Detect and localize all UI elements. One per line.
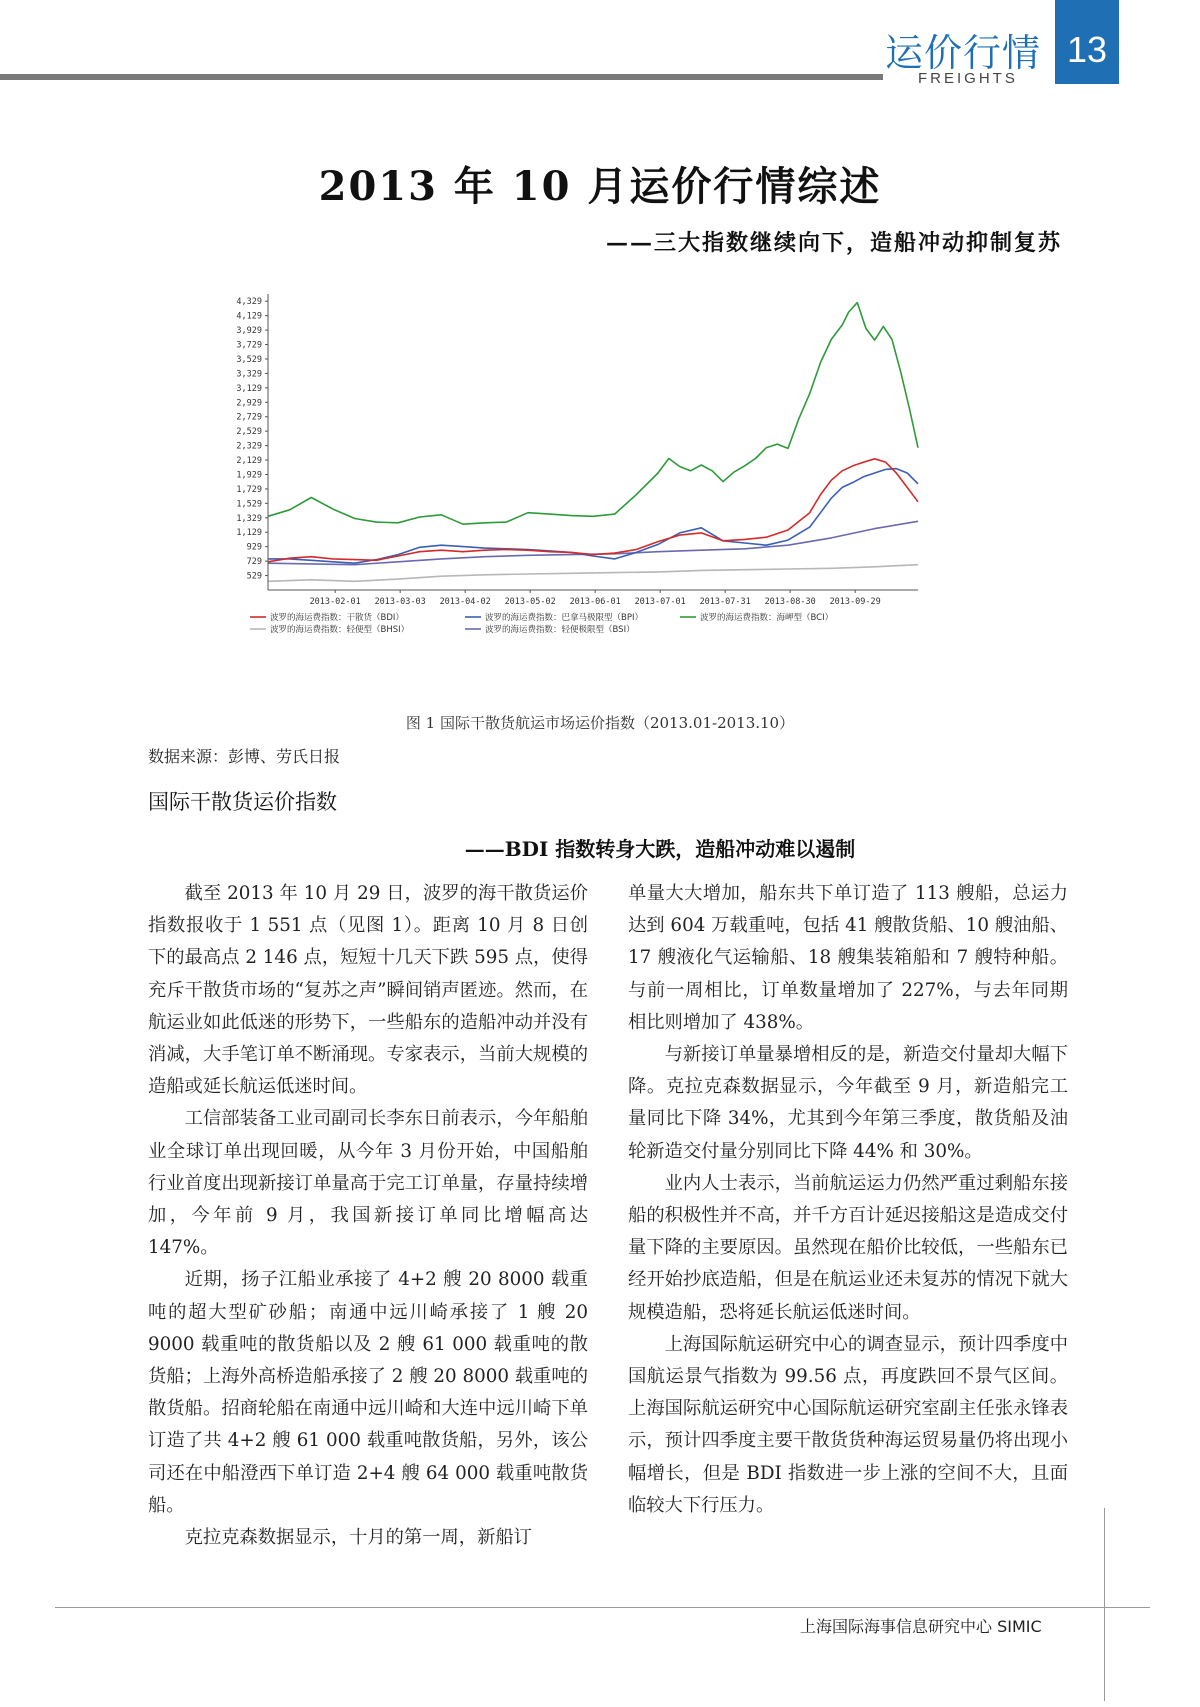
y-tick-label: 2,329 [236,441,262,452]
paragraph: 与新接订单量暴增相反的是，新造交付量却大幅下降。克拉克森数据显示，今年截至 9 月，新造船完工量同比下降 34%，尤其到今年第三季度，散货船及油轮新造交付量分别同比下降 44% 和 30%。 [628,1044,1068,1162]
x-tick-label: 2013-03-03 [374,597,426,607]
y-tick-label: 2,129 [236,456,262,467]
y-tick-label: 529 [246,571,262,582]
y-tick-label: 2,729 [236,412,262,423]
paragraph: 业内人士表示，当前航运运力仍然严重过剩船东接船的积极性并不高，并千方百计延迟接船这是造成交付量下降的主要原因。虽然现在船价比较低，一些船东已经开始抄底造船，但是在航运业还未复苏的情况下就大规模造船，恐将延长航运低迷时间。 [628,1172,1068,1323]
x-tick-label: 2013-07-01 [634,597,686,607]
y-tick-label: 929 [246,542,262,553]
section-title: 运价行情 [885,31,1042,75]
y-tick-label: 4,129 [236,311,262,322]
chart-legend [250,612,833,635]
freight-index-chart [210,286,990,698]
y-tick-label: 1,129 [236,528,262,539]
y-tick-label: 1,929 [236,470,262,481]
y-tick-label: 729 [246,557,262,568]
x-tick-label: 2013-07-31 [699,597,751,607]
footer-rule [55,1607,1150,1608]
y-tick-label: 3,529 [236,354,262,365]
legend-label: 波罗的海运费指数：干散货（BDI） [270,613,404,623]
body-column-left [148,878,588,1554]
page-number: 13 [1055,0,1119,84]
x-tick-label: 2013-06-01 [569,597,621,607]
y-tick-label: 3,129 [236,383,262,394]
paragraph: 单量大大增加，船东共下单订造了 113 艘船，总运力达到 604 万载重吨，包括 41 艘散货船、10 艘油船、17 艘液化气运输船、18 艘集装箱船和 7 艘特种船。与前一周相比，订单数量增加了 227%，与去年同期相比则增加了 438%。 [628,883,1068,1033]
section-subtitle: FREIGHTS [918,70,1018,87]
figure-caption: 图 1 国际干散货航运市场运价指数（2013.01-2013.10） [405,714,795,732]
paragraph: 工信部装备工业司副司长李东日前表示，今年船舶业全球订单出现回暖，从今年 3 月份开始，中国船舶行业首度出现新接订单量高于完工订单量，存量持续增加，今年前 9 月，我国新接订单同比增幅高达 147%。 [148,1108,588,1259]
article-subtitle: ——三大指数继续向下，造船冲动抑制复苏 [605,230,1062,256]
y-tick-label: 3,929 [236,326,262,337]
legend-label: 波罗的海运费指数：巴拿马极限型（BPI） [485,613,643,623]
y-tick-label: 3,729 [236,340,262,351]
body-column-right [628,878,1068,1522]
section-subheading: ——BDI 指数转身大跌，造船冲动难以遏制 [464,837,856,861]
y-axis-ticks [236,297,268,581]
series-line-bhsi [268,565,918,582]
paragraph: 克拉克森数据显示，十月的第一周，新船订 [184,1527,532,1549]
x-tick-label: 2013-05-02 [504,597,556,607]
x-axis-ticks [310,590,881,607]
x-tick-label: 2013-08-30 [764,597,816,607]
footer-vertical-rule [1104,1508,1105,1701]
chart-series [268,303,918,582]
x-tick-label: 2013-04-02 [439,597,491,607]
article-title: 2013 年 10 月运价行情综述 [318,163,882,210]
paragraph: 上海国际航运研究中心的调查显示，预计四季度中国航运景气指数为 99.56 点，再度跌回不景气区间。上海国际航运研究中心国际航运研究室副主任张永锋表示，预计四季度主要干散货货种海运贸易量仍将出现小幅增长，但是 BDI 指数进一步上涨的空间不大，且面临较大下行压力。 [628,1333,1068,1516]
y-tick-label: 3,329 [236,369,262,380]
series-line-bsi [268,521,918,564]
legend-label: 波罗的海运费指数：轻便极限型（BSI） [485,625,635,635]
legend-label: 波罗的海运费指数：海岬型（BCI） [700,613,834,623]
section-heading: 国际干散货运价指数 [148,790,337,814]
paragraph: 近期，扬子江船业承接了 4+2 艘 20 8000 载重吨的超大型矿砂船；南通中远川崎承接了 1 艘 20 9000 载重吨的散货船以及 2 艘 61 000 载重吨的散货船；上海外高桥造船承接了 2 艘 20 8000 载重吨的散货船。招商轮船在南通中远川崎和大连中远川崎下单订造了共 4+2 艘 61 000 载重吨散货船，另外，该公司还在中船澄西下单订造 2+4 艘 64 000 载重吨散货船。 [148,1269,588,1516]
y-tick-label: 1,329 [236,513,262,524]
y-tick-label: 2,529 [236,427,262,438]
legend-label: 波罗的海运费指数：轻便型（BHSI） [270,625,410,635]
y-tick-label: 1,729 [236,484,262,495]
header-rule [0,74,883,80]
x-tick-label: 2013-02-01 [309,597,361,607]
x-tick-label: 2013-09-29 [829,597,881,607]
data-source: 数据来源：彭博、劳氏日报 [148,747,341,766]
footer-org: 上海国际海事信息研究中心 SIMIC [800,1617,1042,1636]
y-tick-label: 2,929 [236,398,262,409]
y-tick-label: 1,529 [236,499,262,510]
paragraph: 截至 2013 年 10 月 29 日，波罗的海干散货运价指数报收于 1 551 点（见图 1）。距离 10 月 8 日创下的最高点 2 146 点，短短十几天下跌 595 点，使得充斥干散货市场的“复苏之声”瞬间销声匿迹。然而，在航运业如此低迷的形势下，一些船东的造船冲动并没有消减，大手笔订单不断涌现。专家表示，当前大规模的造船或延长航运低迷时间。 [148,883,588,1098]
series-line-bdi [268,459,918,562]
series-line-bci [268,303,918,525]
y-tick-label: 4,329 [236,297,262,308]
